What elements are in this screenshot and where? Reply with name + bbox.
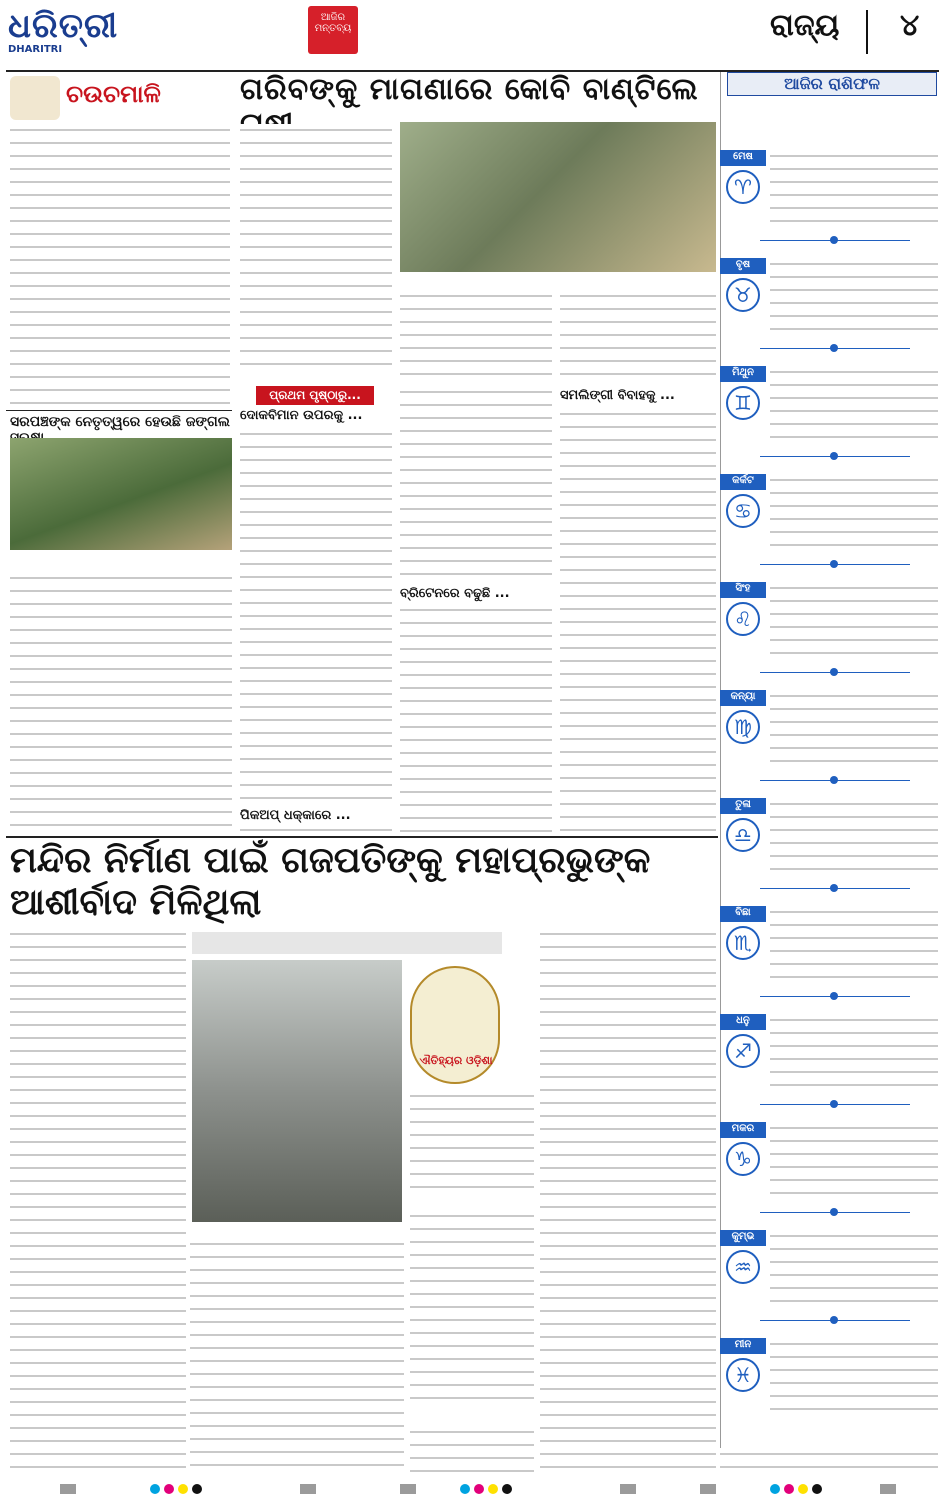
- horoscope-sign-name: ବୃଷ: [720, 258, 766, 274]
- registration-bar: [620, 1484, 636, 1494]
- zodiac-icon: ♋: [726, 494, 760, 528]
- continuation-headline-3: ବ୍ରିଟେନରେ ବଢୁଛି ...: [400, 586, 510, 601]
- registration-dot: [784, 1484, 794, 1494]
- quote-badge: ଆଜିର ମନ୍ତବ୍ୟ: [308, 6, 358, 54]
- horoscope-sign-name: ମକର: [720, 1122, 766, 1138]
- temple-body-col3: [190, 1238, 404, 1476]
- zodiac-icon: ♐: [726, 1034, 760, 1068]
- zodiac-icon: ♑: [726, 1142, 760, 1176]
- zodiac-icon: ♌: [726, 602, 760, 636]
- registration-dot: [192, 1484, 202, 1494]
- registration-bar: [880, 1484, 896, 1494]
- horoscope-sign-name: ମୀନ: [720, 1338, 766, 1354]
- horoscope-sign-name: ସିଂହ: [720, 582, 766, 598]
- horoscope-sign-name: ବିଛା: [720, 906, 766, 922]
- zodiac-icon: ♓: [726, 1358, 760, 1392]
- lead-story-body-col2: [400, 290, 552, 376]
- separator-dot-icon: [830, 1100, 838, 1108]
- continuation-body-1: [240, 428, 392, 806]
- zodiac-icon: ♒: [726, 1250, 760, 1284]
- horoscope-row: [720, 906, 938, 1006]
- registration-bar: [700, 1484, 716, 1494]
- registration-dot: [812, 1484, 822, 1494]
- horoscope-sign-text: [770, 1230, 938, 1304]
- section-rule: [6, 410, 232, 411]
- temple-photo: [192, 960, 402, 1222]
- forest-story-photo: [10, 438, 232, 550]
- horoscope-row: [720, 582, 938, 682]
- horoscope-row: [720, 258, 938, 358]
- registration-dot: [164, 1484, 174, 1494]
- horoscope-sign-name: ତୁଳା: [720, 798, 766, 814]
- registration-dot: [474, 1484, 484, 1494]
- separator-dot-icon: [830, 560, 838, 568]
- zodiac-icon: ♍: [726, 710, 760, 744]
- zodiac-icon: ♊: [726, 386, 760, 420]
- masthead-logo: ଧରିତ୍ରୀ: [8, 6, 119, 46]
- registration-bar: [300, 1484, 316, 1494]
- registration-dot: [178, 1484, 188, 1494]
- horoscope-row: [720, 1122, 938, 1222]
- registration-dot: [460, 1484, 470, 1494]
- separator-dot-icon: [830, 452, 838, 460]
- heritage-medallion-label: ଐତିହ୍ୟର ଓଡ଼ିଶା: [419, 1054, 493, 1067]
- horoscope-sign-name: କର୍କଟ: [720, 474, 766, 490]
- horoscope-row: [720, 1014, 938, 1114]
- separator-dot-icon: [830, 344, 838, 352]
- almanac-note: [720, 1448, 938, 1478]
- quote-text: [370, 8, 740, 56]
- horoscope-sign-text: [770, 258, 938, 332]
- lead-story-body-col3: [560, 290, 716, 376]
- horoscope-sign-text: [770, 1338, 938, 1412]
- horoscope-sign-name: ଧନୁ: [720, 1014, 766, 1030]
- registration-dot: [150, 1484, 160, 1494]
- horoscope-row: [720, 1338, 938, 1438]
- registration-bar: [400, 1484, 416, 1494]
- horoscope-row: [720, 690, 938, 790]
- continuation-headline-2: ସମଲିଙ୍ଗୀ ବିବାହକୁ ...: [560, 388, 675, 403]
- column-title: ଚଉଚମାଳି: [66, 80, 161, 108]
- separator-dot-icon: [830, 1316, 838, 1324]
- astrologer-credit: [740, 100, 935, 144]
- registration-bar: [60, 1484, 76, 1494]
- horoscope-sign-text: [770, 366, 938, 440]
- temple-body-col2b: [410, 1210, 534, 1400]
- separator-dot-icon: [830, 776, 838, 784]
- continuation-body-3: [400, 604, 552, 832]
- zodiac-icon: ♎: [726, 818, 760, 852]
- horoscope-sign-text: [770, 474, 938, 548]
- temple-body-col4: [540, 928, 716, 1476]
- horoscope-row: [720, 150, 938, 250]
- lead-headline: ଗରିବଙ୍କୁ ମାଗଣାରେ କୋବି ବାଣ୍ଟିଲେ: [240, 72, 699, 107]
- separator-dot-icon: [830, 668, 838, 676]
- zodiac-icon: ♏: [726, 926, 760, 960]
- horoscope-sign-name: ମିଥୁନ: [720, 366, 766, 382]
- section-rule-2: [6, 836, 718, 838]
- horoscope-sign-text: [770, 798, 938, 872]
- continuation-headline-1: ଦୋକବିମାନ ଉପରକୁ ...: [240, 408, 363, 423]
- page-number: ୪: [900, 8, 920, 43]
- separator-dot-icon: [830, 884, 838, 892]
- horoscope-sign-text: [770, 1122, 938, 1196]
- registration-dot: [798, 1484, 808, 1494]
- continuation-body-4: [240, 824, 392, 834]
- horoscope-sign-name: କୁମ୍ଭ: [720, 1230, 766, 1246]
- horoscope-sign-text: [770, 906, 938, 980]
- registration-dot: [770, 1484, 780, 1494]
- continuation-headline-4: ପିକଅପ୍ ଧକ୍କାରେ ...: [240, 808, 351, 823]
- separator-dot-icon: [830, 236, 838, 244]
- zodiac-icon: ♉: [726, 278, 760, 312]
- forest-story-body: [10, 572, 232, 828]
- horoscope-sign-text: [770, 690, 938, 764]
- horoscope-sign-name: କନ୍ୟା: [720, 690, 766, 706]
- horoscope-title: ଆଜିର ରାଶିଫଳ: [727, 72, 937, 96]
- temple-body-col1: [10, 928, 186, 1476]
- section-name: ରାଜ୍ୟ: [770, 8, 840, 43]
- header-divider: [866, 10, 868, 54]
- lead-story-photo: [400, 122, 716, 272]
- separator-dot-icon: [830, 992, 838, 1000]
- separator-dot-icon: [830, 1208, 838, 1216]
- registration-dot: [488, 1484, 498, 1494]
- horoscope-sign-text: [770, 582, 938, 656]
- zodiac-icon: ♈: [726, 170, 760, 204]
- forest-headline: ସରପଞ୍ଚଙ୍କ ନେତୃତ୍ୱରେ ହେଉଛି ଜଙ୍ଗଲ: [10, 414, 230, 430]
- lead-story-body-col1: [240, 124, 392, 376]
- horoscope-row: [720, 366, 938, 466]
- temple-headline: ମନ୍ଦିର ନିର୍ମାଣ ପାଇଁ ଗଜପତିଙ୍କୁ ମହାପ୍ରଭୁଙ୍କ ଆଶୀର୍ବାଦ ମିଳିଥିଲା: [10, 840, 651, 923]
- horoscope-row: [720, 798, 938, 898]
- horoscope-sign-name: ମେଷ: [720, 150, 766, 166]
- registration-dot: [502, 1484, 512, 1494]
- cartoon-illustration: [10, 76, 60, 120]
- temple-inset-title: [192, 932, 502, 954]
- first-page-tag: ପ୍ରଥମ ପୃଷ୍ଠାରୁ...: [256, 386, 374, 405]
- horoscope-sign-text: [770, 1014, 938, 1088]
- continuation-body-2: [560, 408, 716, 832]
- continuation-body-1b: [400, 386, 552, 582]
- masthead-subtitle: DHARITRI: [8, 44, 63, 55]
- horoscope-sign-text: [770, 150, 938, 224]
- horoscope-row: [720, 474, 938, 574]
- temple-body-col2: [410, 1090, 534, 1188]
- temple-body-col2c: [410, 1426, 534, 1476]
- column-body: [10, 124, 230, 404]
- horoscope-row: [720, 1230, 938, 1330]
